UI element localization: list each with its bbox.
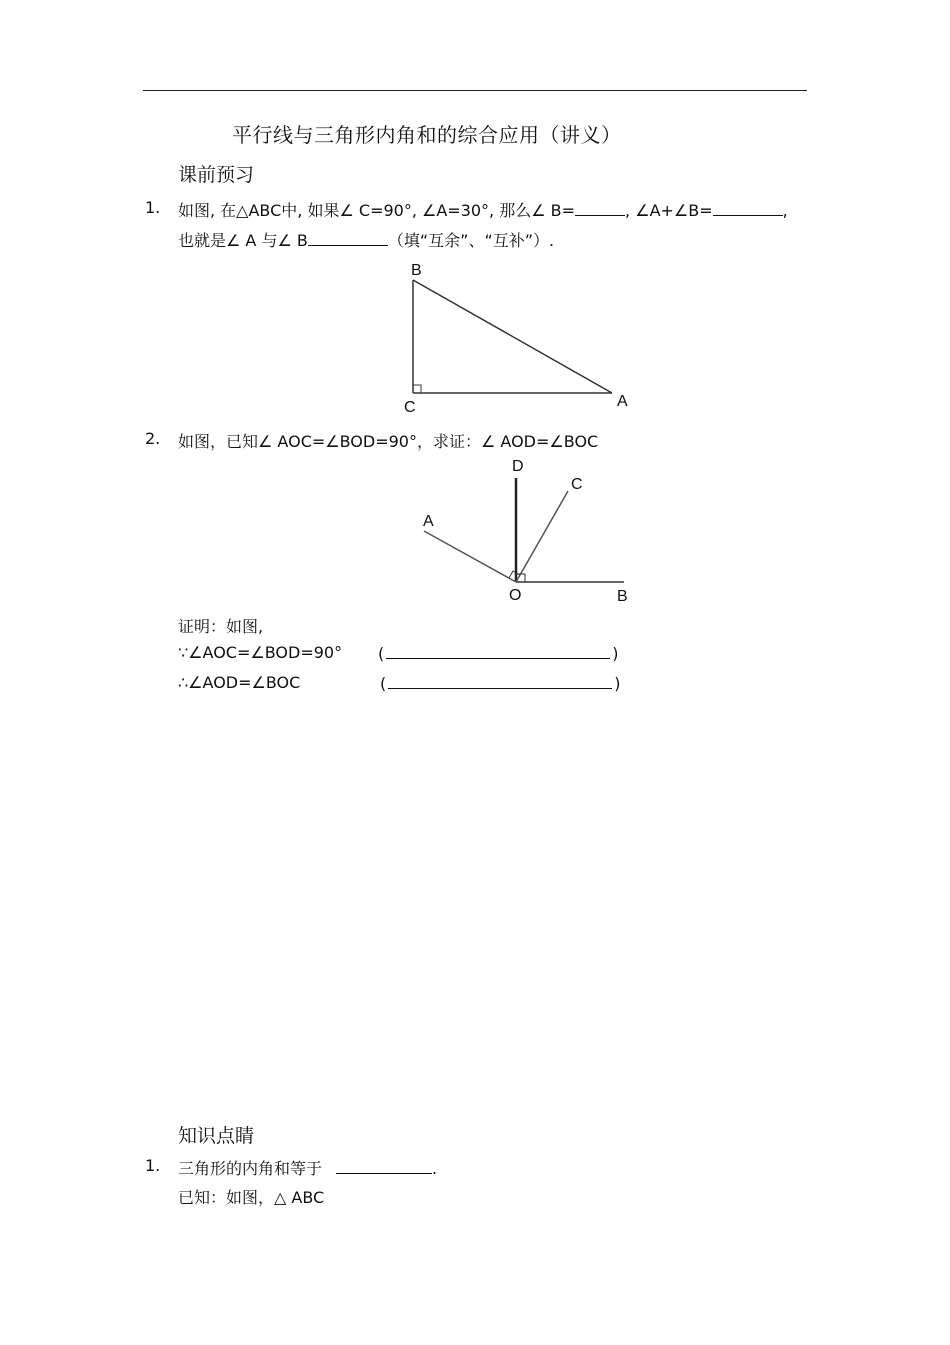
ray-oa	[424, 531, 516, 582]
proof-intro: 证明：如图,	[178, 617, 264, 636]
q1-text-c: ,	[782, 201, 788, 220]
fig2-label-a: A	[423, 513, 434, 530]
k1-given: 已知：如图，△ ABC	[178, 1188, 325, 1207]
q1-line2-text-a: 也就是∠ A 与∠ B	[178, 231, 308, 250]
paren-open-2: (	[380, 674, 387, 693]
k1-blank[interactable]	[336, 1158, 432, 1174]
fig2-label-b: B	[617, 588, 628, 605]
fig2-label-o: O	[509, 587, 522, 604]
reason-blank-2[interactable]	[388, 673, 612, 689]
paren-open-1: (	[378, 644, 385, 663]
k1-number: 1.	[145, 1156, 161, 1175]
q2-text: 如图，已知∠ AOC=∠BOD=90°，求证：∠ AOD=∠BOC	[178, 432, 599, 451]
reason-blank-1[interactable]	[386, 643, 610, 659]
section-preview-heading: 课前预习	[178, 164, 255, 186]
ray-oc	[516, 491, 568, 582]
paren-close-2: )	[614, 674, 621, 693]
q1-text-b: , ∠A+∠B=	[625, 201, 713, 220]
triangle-side-ab	[413, 280, 612, 393]
proof-step1: ∵∠AOC=∠BOD=90°	[178, 643, 343, 662]
k1-text: 三角形的内角和等于	[178, 1159, 323, 1178]
fig1-label-c: C	[404, 399, 416, 416]
proof-reason1	[378, 643, 619, 663]
figure-2-angles	[423, 458, 628, 605]
q2-number: 2.	[145, 429, 161, 448]
right-angle-mark-c	[413, 385, 421, 393]
fig2-label-c: C	[571, 476, 583, 493]
k1-line	[178, 1156, 437, 1179]
fig1-label-a: A	[617, 393, 628, 410]
q1-line2-text-b: （填“互余”、“互补”）.	[387, 231, 555, 250]
fig1-label-b: B	[411, 262, 422, 279]
q1-text-a: 如图, 在△ABC中, 如果∠ C=90°, ∠A=30°, 那么∠ B=	[178, 201, 576, 220]
figure-1-triangle	[404, 262, 628, 416]
k1-end: .	[432, 1159, 438, 1178]
q1-number: 1.	[145, 198, 161, 217]
section-knowledge-heading: 知识点睛	[178, 1125, 255, 1147]
fig2-label-d: D	[512, 458, 524, 475]
proof-reason2	[380, 673, 621, 693]
page-title: 平行线与三角形内角和的综合应用（讲义）	[232, 123, 622, 147]
proof-step2: ∴∠AOD=∠BOC	[178, 673, 301, 692]
paren-close-1: )	[612, 644, 619, 663]
